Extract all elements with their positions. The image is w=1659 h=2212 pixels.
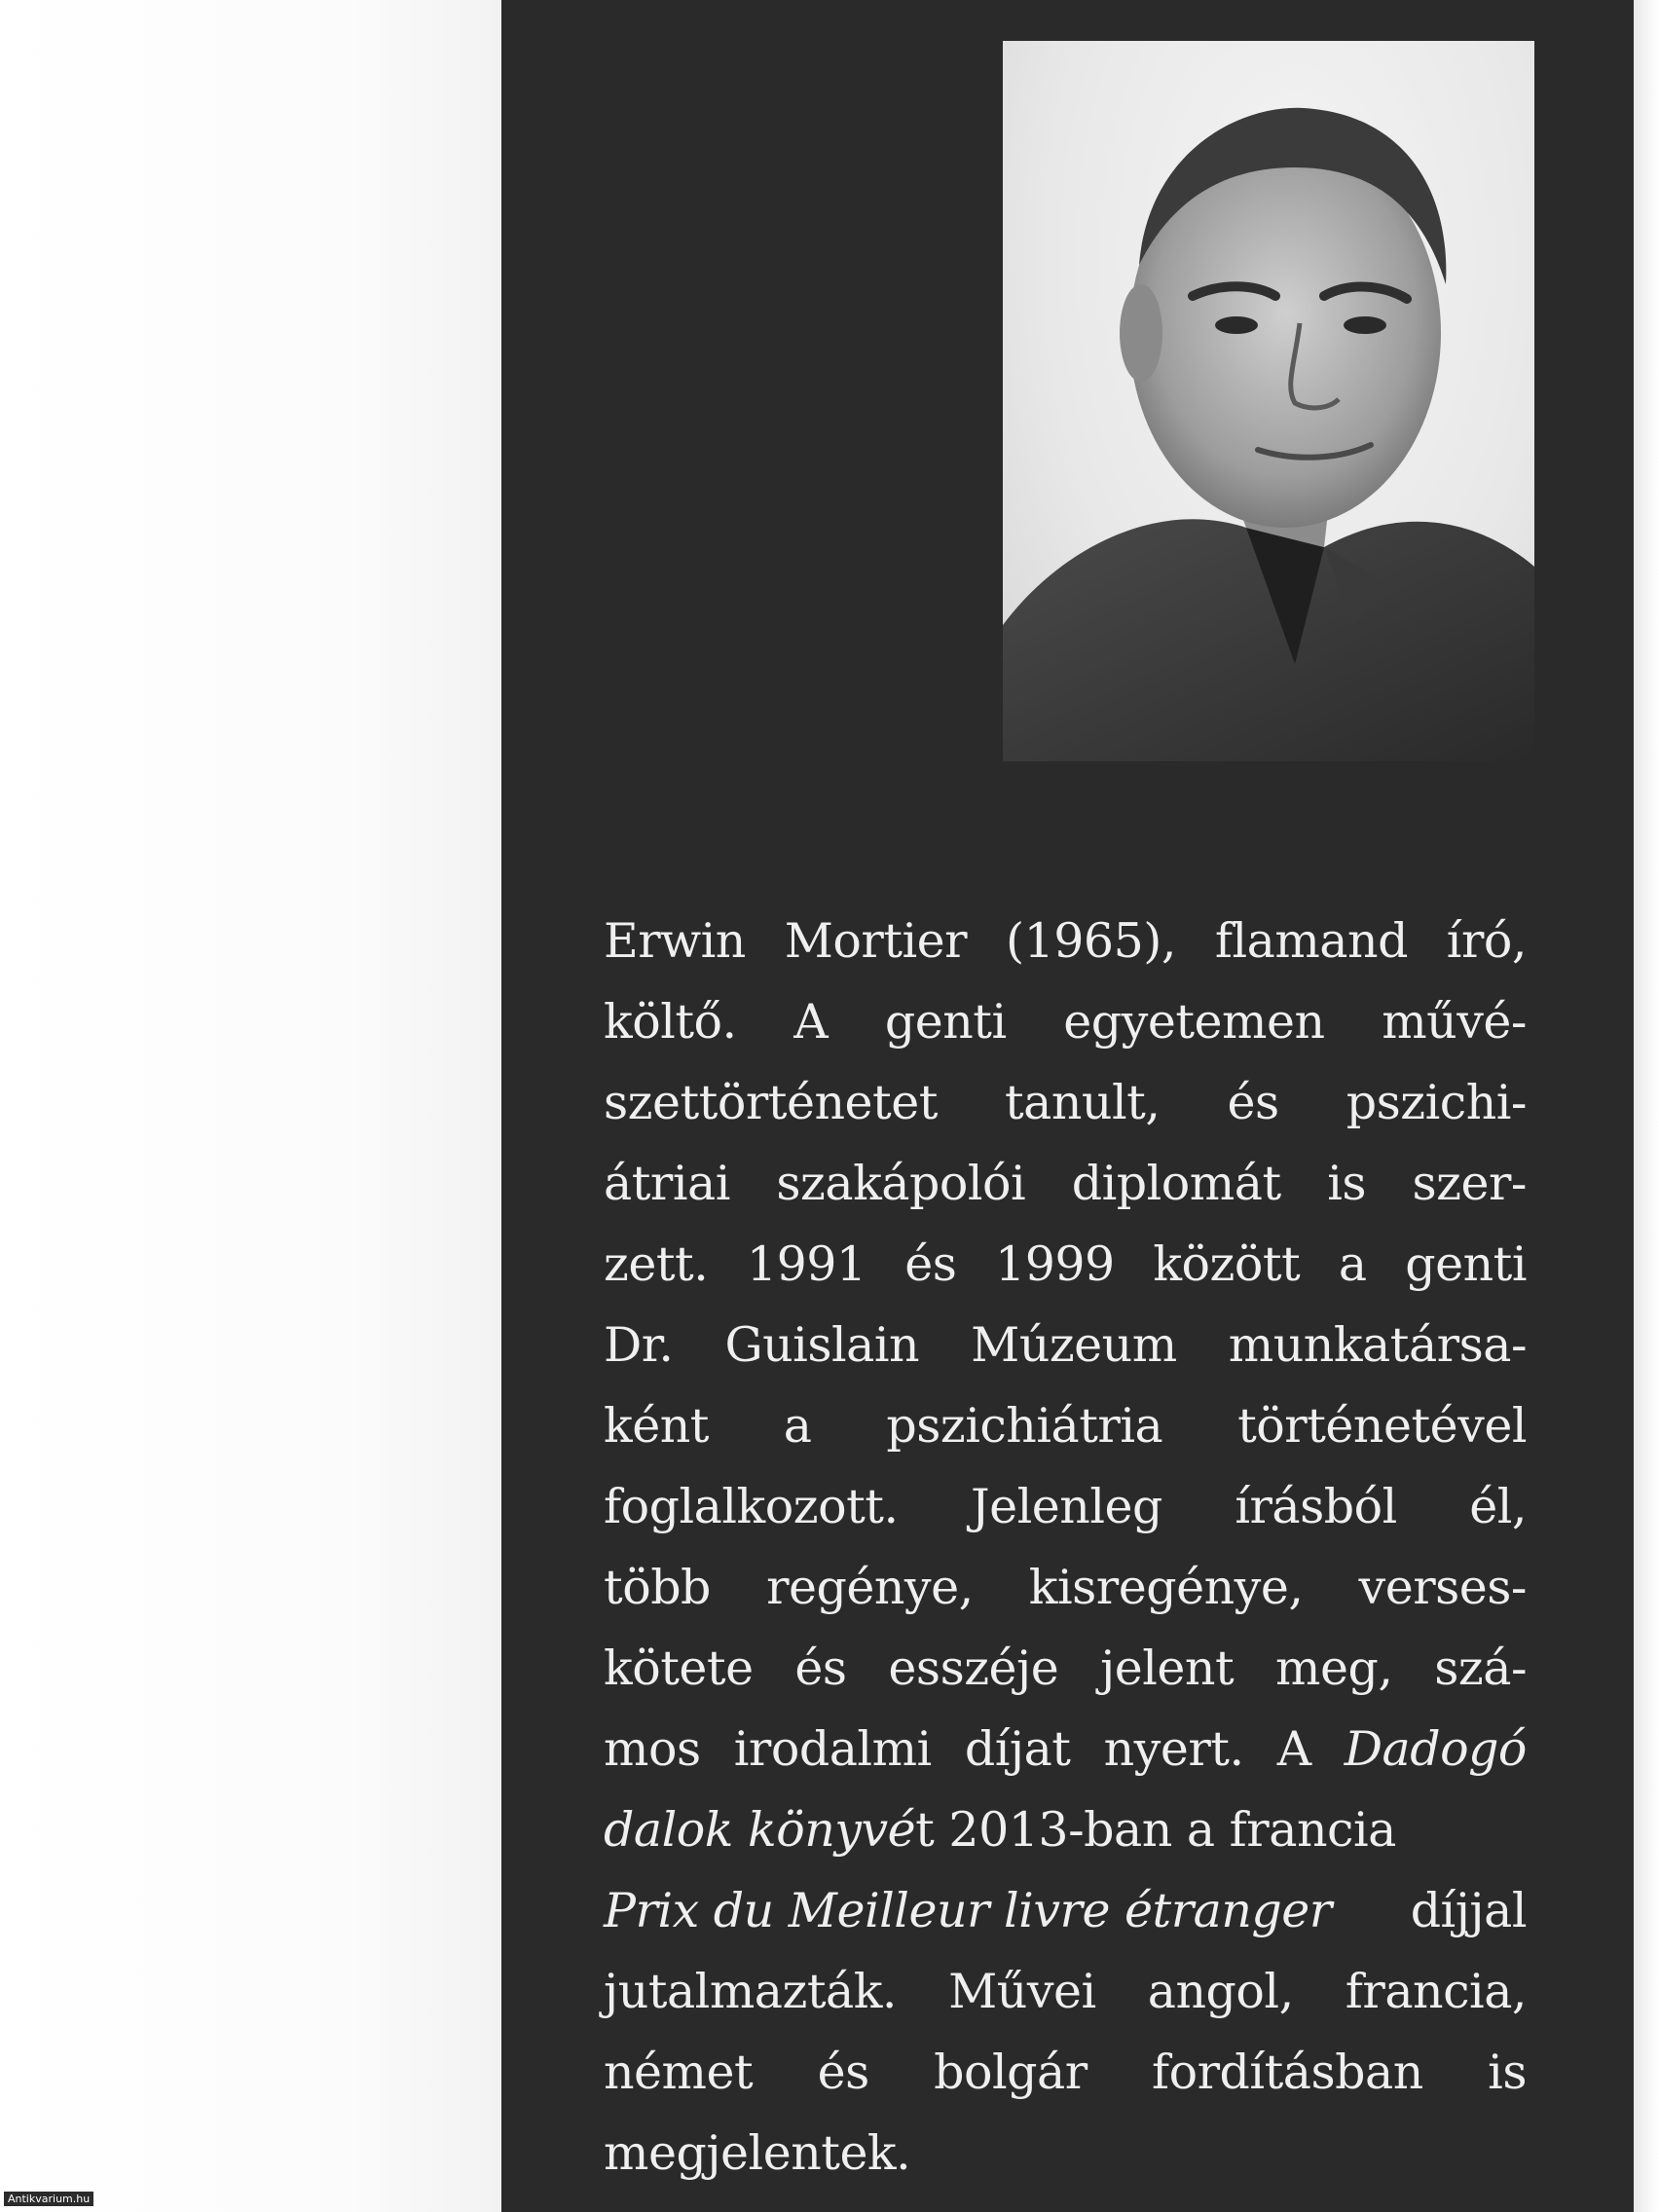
bio-line-1 xyxy=(604,901,1527,981)
bio-word: irodalmi xyxy=(733,1721,932,1777)
bio-line-6 xyxy=(604,1305,1527,1385)
bio-word: költő. xyxy=(604,994,737,1050)
book-title-part: Dadogó xyxy=(1344,1721,1527,1777)
bio-line-4 xyxy=(604,1143,1527,1224)
bio-word: bolgár xyxy=(934,2045,1088,2100)
bio-word: francia, xyxy=(1345,1964,1527,2019)
bio-word: írásból xyxy=(1235,1479,1397,1534)
bio-word: (1965), xyxy=(1005,913,1176,969)
bio-text: t 2013-ban a francia xyxy=(915,1802,1396,1858)
bio-word: kisregénye, xyxy=(1028,1560,1304,1615)
bio-word: foglalkozott. xyxy=(604,1479,899,1534)
bio-line-9 xyxy=(604,1547,1527,1628)
bio-word: él, xyxy=(1469,1479,1527,1534)
bio-word: és xyxy=(904,1236,957,1292)
bio-line-2 xyxy=(604,981,1527,1062)
bio-word: díjjal xyxy=(1410,1883,1527,1938)
author-photo xyxy=(1003,41,1534,761)
bio-word: és xyxy=(1227,1075,1279,1130)
bio-word: 1999 xyxy=(995,1236,1115,1292)
bio-word: angol, xyxy=(1147,1964,1294,2019)
bio-word: meg, xyxy=(1275,1641,1393,1696)
bio-word: szettörténetet xyxy=(604,1075,938,1130)
bio-word: a xyxy=(1338,1236,1367,1292)
author-biography xyxy=(604,901,1527,2194)
bio-word: szá- xyxy=(1434,1641,1527,1696)
bio-word: több xyxy=(604,1560,711,1615)
bio-word: A xyxy=(1276,1721,1311,1777)
bio-word: 1991 xyxy=(746,1236,866,1292)
bio-word: is xyxy=(1488,2045,1527,2100)
bio-line-5 xyxy=(604,1224,1527,1305)
bio-word: Dr. xyxy=(604,1317,674,1373)
bio-word: nyert. xyxy=(1103,1721,1244,1777)
bio-word: Mortier xyxy=(784,913,968,969)
bio-word: mos xyxy=(604,1721,701,1777)
bio-word: pszichi- xyxy=(1346,1075,1527,1130)
bio-word: ként xyxy=(604,1398,709,1454)
book-title-part: dalok könyvé xyxy=(604,1802,916,1858)
bio-word: Múzeum xyxy=(971,1317,1177,1373)
bio-word: és xyxy=(794,1641,847,1696)
bio-word: és xyxy=(817,2045,869,2100)
bio-word: szakápolói xyxy=(776,1156,1026,1211)
bio-word: a xyxy=(783,1398,812,1454)
bio-word: munkatársa- xyxy=(1228,1317,1527,1373)
bio-line-3 xyxy=(604,1062,1527,1143)
bio-line-8 xyxy=(604,1466,1527,1547)
bio-line-13 xyxy=(604,1870,1527,1951)
bio-word: Jelenleg xyxy=(970,1479,1162,1534)
bio-word: jutalmazták. xyxy=(604,1964,897,2019)
bio-word: díjat xyxy=(964,1721,1071,1777)
bio-word: genti xyxy=(884,994,1007,1050)
bio-word: diplomát xyxy=(1071,1156,1281,1211)
bio-word: esszéje xyxy=(888,1641,1059,1696)
bio-word: is xyxy=(1327,1156,1367,1211)
bio-word: egyetemen xyxy=(1063,994,1325,1050)
bio-word: kötete xyxy=(604,1641,754,1696)
bio-word: Guislain xyxy=(724,1317,920,1373)
bio-line-14 xyxy=(604,1951,1527,2032)
bio-word: zett. xyxy=(604,1236,709,1292)
bio-line-16 xyxy=(604,2113,1527,2194)
bio-line-7 xyxy=(604,1385,1527,1466)
bio-word: között xyxy=(1153,1236,1301,1292)
bio-word: pszichiátria xyxy=(886,1398,1163,1454)
watermark-text: Antikvarium.hu xyxy=(4,2192,93,2206)
bio-line-11 xyxy=(604,1709,1527,1789)
bio-word: szer- xyxy=(1412,1156,1527,1211)
bio-word: tanult, xyxy=(1004,1075,1161,1130)
bio-word: verses- xyxy=(1358,1560,1527,1615)
adjacent-white-page xyxy=(0,0,501,2212)
bio-word: A xyxy=(793,994,829,1050)
bio-line-10 xyxy=(604,1628,1527,1709)
bio-word: fordításban xyxy=(1152,2045,1423,2100)
bio-word: Erwin xyxy=(604,913,746,969)
bio-word: megjelentek. xyxy=(604,2125,911,2181)
bio-word: genti xyxy=(1405,1236,1527,1292)
page-edge xyxy=(1634,0,1659,2212)
bio-word: Művei xyxy=(948,1964,1096,2019)
bio-word: átriai xyxy=(604,1156,730,1211)
bio-word: jelent xyxy=(1100,1641,1235,1696)
bio-word: író, xyxy=(1446,913,1527,969)
author-portrait-illustration xyxy=(1003,41,1534,761)
bio-word: regénye, xyxy=(766,1560,974,1615)
bio-word: német xyxy=(604,2045,754,2100)
bio-line-12 xyxy=(604,1789,1527,1870)
prize-title: Prix du Meilleur livre étranger xyxy=(604,1883,1332,1938)
bio-word: flamand xyxy=(1214,913,1408,969)
bio-word: történetével xyxy=(1237,1398,1527,1454)
bio-line-15 xyxy=(604,2032,1527,2113)
bio-word: művé- xyxy=(1382,994,1527,1050)
